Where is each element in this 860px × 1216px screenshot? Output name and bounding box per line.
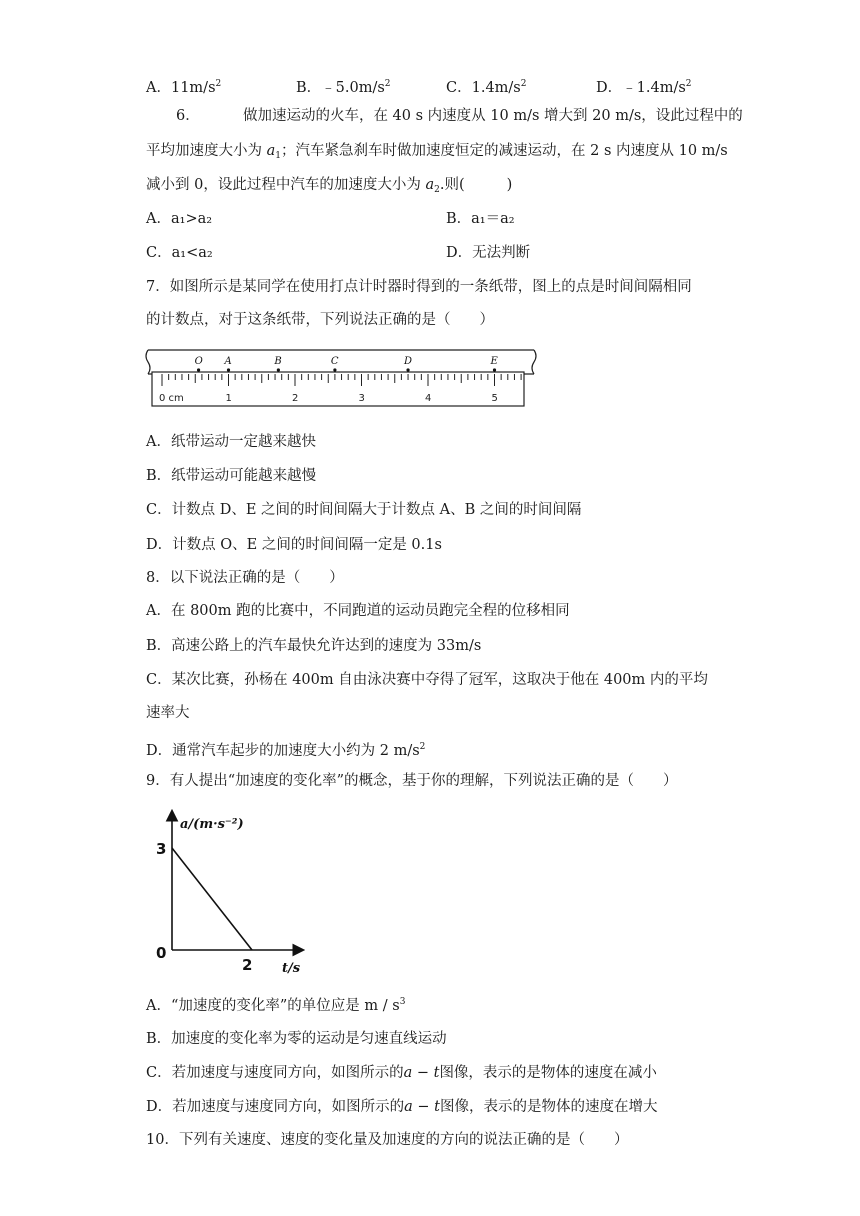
tape-dot-E <box>493 368 496 371</box>
ruler-number: 5 <box>491 393 498 404</box>
q9-option-b: B．加速度的变化率为零的运动是匀速直线运动 <box>146 1031 447 1047</box>
tape-point-label-B: B <box>274 356 282 367</box>
tape-dot-B <box>277 368 280 371</box>
tape-dot-A <box>227 368 230 371</box>
q7-option-d: D．计数点 O、E 之间的时间间隔一定是 0.1s <box>146 537 442 553</box>
q7-option-b: B．纸带运动可能越来越慢 <box>146 468 317 484</box>
series-line <box>172 848 252 950</box>
tape-point-label-E: E <box>490 356 498 367</box>
q5-option-d: D．$﹣1.4m/s^2$ <box>596 79 692 96</box>
q5-option-c: C．$1.4m/s^2$ <box>446 79 527 96</box>
q9-option-d: D．若加速度与速度同方向，如图所示的a − t图像，表示的是物体的速度在增大 <box>146 1099 658 1115</box>
q9-line-1: 9．有人提出“加速度的变化率”的概念，基于你的理解，下列说法正确的是（ ） <box>146 773 678 789</box>
q9-option-a: A．“加速度的变化率”的单位应是 m / $s^3$ <box>146 997 406 1014</box>
q10-line-1: 10．下列有关速度、速度的变化量及加速度的方向的说法正确的是（ ） <box>146 1132 629 1148</box>
x-tick-2: 2 <box>242 956 253 974</box>
q9-option-c: C．若加速度与速度同方向，如图所示的a − t图像，表示的是物体的速度在减小 <box>146 1065 657 1081</box>
ruler-number: 0 cm <box>159 393 184 404</box>
q8-option-b: B．高速公路上的汽车最快允许达到的速度为 33m/s <box>146 638 482 654</box>
q6-option-c: C．a₁<a₂ <box>146 245 213 261</box>
tape-point-label-C: C <box>330 356 339 367</box>
tape-point-label-D: D <box>404 356 413 367</box>
q6-option-b: B．a₁＝a₂ <box>446 211 515 227</box>
q8-option-a: A．在 800m 跑的比赛中，不同跑道的运动员跑完全程的位移相同 <box>146 603 570 619</box>
q6-line-2: 平均加速度大小为 $a_1$；汽车紧急刹车时做加速度恒定的减速运动，在 2 s 内速度从 10 m/s <box>146 143 728 161</box>
q6-option-d: D．无法判断 <box>446 245 531 261</box>
q7-option-a: A．纸带运动一定越来越快 <box>146 434 316 450</box>
q5-option-b: B．$﹣5.0m/s^2$ <box>296 79 391 96</box>
q6-number: 6． <box>176 108 200 124</box>
tape-dot-D <box>406 368 409 371</box>
ruler-number: 1 <box>225 393 232 404</box>
ruler-number: 3 <box>358 393 365 404</box>
q8-option-c: C．某次比赛，孙杨在 400m 自由泳决赛中夺得了冠军，这取决于他在 400m 内的平均 <box>146 672 708 688</box>
q8-line-1: 8．以下说法正确的是（ ） <box>146 570 344 586</box>
q7-line-2: 的计数点，对于这条纸带，下列说法正确的是（ ） <box>146 312 494 328</box>
tape-point-label-A: A <box>224 356 232 367</box>
tape-dot-O <box>197 368 200 371</box>
y-axis-label: a/(m·s⁻²) <box>180 817 244 832</box>
ruler-number: 2 <box>292 393 299 404</box>
paper-tape-ruler <box>140 346 542 408</box>
a-t-graph <box>152 808 312 980</box>
q8-option-d: D．通常汽车起步的加速度大小约为 2 $m/s^2$ <box>146 742 426 759</box>
q6-line-1: 6． 做加速运动的火车，在 40 s 内速度从 10 m/s 增大到 20 m/s，设此过程中的 <box>176 108 743 124</box>
q5-option-a: A．$11m/s^2$ <box>146 79 222 96</box>
q6-option-a: A．a₁>a₂ <box>146 211 213 227</box>
x-axis-label: t/s <box>282 961 301 976</box>
ruler-number: 4 <box>425 393 432 404</box>
origin-label: 0 <box>156 944 167 962</box>
tape-dot-C <box>333 368 336 371</box>
q7-line-1: 7．如图所示是某同学在使用打点计时器时得到的一条纸带，图上的点是时间间隔相同 <box>146 279 692 295</box>
q7-option-c: C．计数点 D、E 之间的时间间隔大于计数点 A、B 之间的时间间隔 <box>146 502 582 518</box>
tape-point-label-O: O <box>194 356 203 367</box>
a-t-graph-svg <box>152 808 312 980</box>
q6-line-3: 减小到 0，设此过程中汽车的加速度大小为 $a_2$.则( ) <box>146 177 513 195</box>
q8-option-c-cont: 速率大 <box>146 705 190 721</box>
paper-tape-figure <box>140 346 542 408</box>
y-tick-3: 3 <box>156 840 167 858</box>
